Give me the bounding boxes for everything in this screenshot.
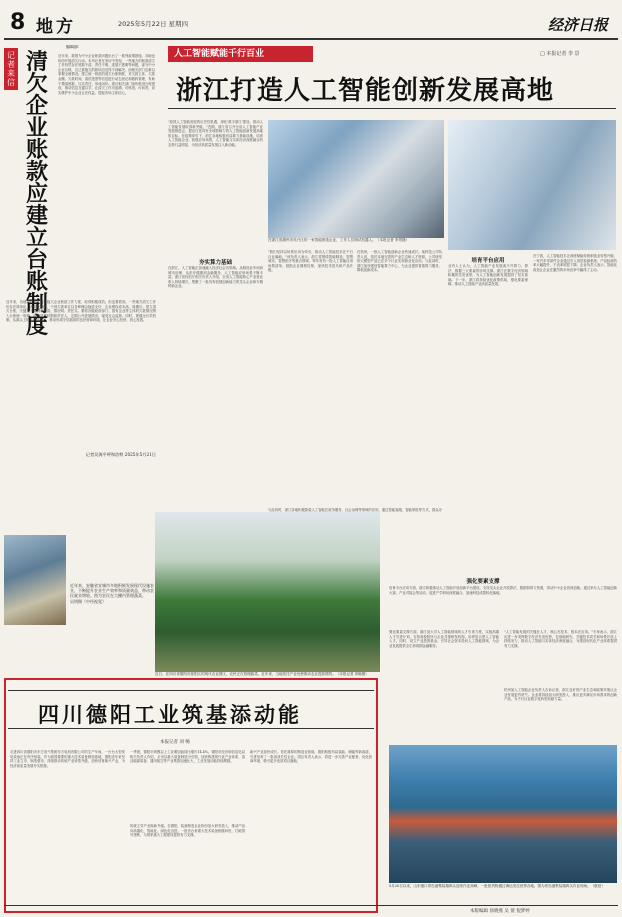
letter-headline: 清欠企业账款应建立台账制度 [25, 50, 48, 339]
port-photo-caption: 5月20日以来，山东港口青岛港集装箱码头迎来作业高峰，一批批货物通过海运发往世界各地。图为青岛港集装箱码头作业现场。（航拍） [389, 884, 605, 888]
article-byline: □ 本报记者 李 景 [540, 51, 580, 57]
article-kicker: 人工智能赋能千行百业 [168, 46, 313, 62]
subhead-computing: 夯实算力基础 [198, 260, 232, 266]
letter-signoff: 记者吴海平呼和浩特 2025年5月21日 [85, 452, 156, 457]
article-platform-extra: 培育平台应用方面，浙江积极推动人工智能开放创新平台建设，支持龙头企业开放算法、数据和算力资源，带动中小企业协同创新。通过举办人工智能创新大赛、产业对接会等活动，促进产学研用深度融合，加速科技成果转化落地。 [389, 586, 617, 595]
article-column-4: 业内人士认为，人工智能产业发展离不开算力、算法、数据三大要素的协同支撑。浙江在数字经济领域积累的先发优势，为人工智能创新发展提供了坚实基础。下一步，浙江将持续优化政策供给，强化要素保障，推动人工智能产业高质量发展。 [448, 264, 528, 287]
article-column-3: 在杭州，一批人工智能创新企业快速成长。某科技公司负责人说，依托本地完善的产业生态和人才资源，公司研发的大模型产品已在多个行业实现商业化应用。与此同时，浙江加快建设智能算力中心，为企业提供普惠算力服务，降低创新成本。 [357, 250, 442, 273]
sichuan-headline: 四川德阳工业筑基添动能 [38, 703, 302, 727]
support-column-1: 强化要素支撑方面，浙江加大对人工智能领域的人才引育力度，实施高端人才引进计划，支持高校院所与企业共建研发机构，培养复合型人工智能人才。同时，设立产业投资基金，引导社会资本投向人工智能领域，为企业发展提供全生命周期金融服务。 [389, 630, 499, 648]
farm-photo [155, 512, 380, 672]
sichuan-column-2: 一季度，德阳市规模以上工业增加值同比增长14.4%。德阳市经济和信息化局相关负责人介绍，全市以重大装备制造为引领，加快构建现代化产业体系，清洁能源装备、通用航空等产业集群加速壮大，工业发展动能持续增强。 [130, 750, 245, 764]
port-photo [389, 745, 617, 883]
sichuan-byline: 本报记者 刘 畅 [160, 740, 190, 745]
support-column-3: 杭州某人工智能企业负责人告诉记者，浙江良好的产业生态和政策环境让企业发展更有底气。企业将持续加大研发投入，推出更多满足市场需求的创新产品，为千行百业数字化转型贡献力量。 [504, 688, 617, 702]
page-number: 8 [10, 10, 26, 35]
article-column-2: "我们坚持以场景应用为牵引，推动人工智能技术在千行百业落地。"该负责人表示，浙江将围绕智能制造、智慧城市、智慧医疗等重点领域，每年发布一批人工智能应用场景清单，鼓励企业揭榜挂帅，加快技术迭代和产品升级。 [268, 250, 353, 273]
header-rule [4, 38, 618, 40]
article-intro: "抢抓人工智能发展的历史性机遇，深化'数字浙江'建设，推动人工智能发展取得新突破。"近期，浙江省召开全省人工智能产业发展推进会，提出打造具有全球影响力的人工智能创新发展高地的目标。在政策牵引下，浙江各地积极布局算力基础设施、培育人工智能企业、拓展应用场景，人工智能与实体经济深度融合的态势日益明显，为经济高质量发展注入新动能。 [168, 120, 263, 147]
letter-salutation: 编辑部： [66, 45, 82, 49]
subhead-platform: 培育平台应用 [471, 258, 505, 264]
column-tag: 记者来信 [4, 48, 18, 90]
letter-body: 近年来，我国为中小企业账款问题出台了一系列政策措施，各地也纷纷开展清欠行动。本刊记者在采访中发现，一些地方的账款清欠工作仍然存在底数不清、责任不明、进展不透明等问题，部分中小企业反映，自己被拖欠的款项迟迟得不到解决，而相关部门也难以掌握全面情况。建立统一规范的清欠台账制度，对欠款主体、欠款金额、欠款时间、清偿进度等信息进行动态登记和跟踪管理，有助于摸清底数、压实责任、形成闭环。建议相关部门加快推进台账建设，推动信息互通共享，让清欠工作可追溯、可核查、可问责，切实维护中小企业合法权益，提振市场主体信心。 [58, 54, 155, 95]
footer-rule [4, 905, 618, 906]
issue-date: 2025年5月22日 星期四 [118, 20, 189, 28]
main-headline: 浙江打造人工智能创新发展高地 [176, 76, 555, 106]
sichuan-rule-top [8, 690, 374, 691]
article-column-6: 与此同时，浙江各地积极探索人工智能在政务服务、社会治理等领域的应用。通过智能客服、智能审批等方式，群众办 [268, 508, 442, 512]
article-column-1: 在浙江，人工智能正加速融入经济社会各领域。从制造业车间到城市治理，从医疗健康到金融服务，人工智能应用场景不断丰富。浙江省经信厅相关负责人介绍，全省人工智能核心产业营业收入持续增长，集聚了一批具有较强创新能力的龙头企业和专精特新企业。 [168, 266, 263, 289]
greenhouse-photo-caption: 近年来，安徽省宣城市多地积极发展现代设施农业，不断提升农业生产效率和质量效益，带动农民就业增收。图为农民在大棚内管理蔬菜。 吴明摄（中经视觉） [70, 583, 154, 604]
subhead-support: 强化要素支撑 [466, 579, 500, 585]
robot-photo [268, 120, 444, 238]
sichuan-column-4: 新兴产业加快成长。依托雄厚的制造业基础，德阳积极布局氢能、储能等新赛道，引进培育了一批高成长性企业。园区负责人表示，将进一步完善产业配套，优化营商环境，吸引更多优质项目落地。 [250, 750, 372, 764]
sichuan-column-1: 走进四川省德阳市东方电气集团东方电机有限公司的生产车间，一台台大型发电设备正在有序组装。作为我国重要的重大技术装备制造基地，德阳近年来坚持工业立市、制造强市，持续推动传统产业转型升级，加快培育新兴产业，为经济高质量发展夯实根基。 [10, 750, 125, 768]
factory-photo [448, 120, 616, 250]
greenhouse-photo [4, 535, 66, 625]
sichuan-rule-bottom [8, 728, 374, 729]
article-column-5: 在宁波，人工智能技术正深度赋能传统制造业转型升级。一家汽车零部件企业通过引入视觉检测系统，产品检测效率大幅提升，不良率明显下降。企业负责人表示，智能化改造让企业在激烈的市场竞争中赢得了主动。 [533, 254, 617, 272]
page-editors: 本版编辑 徐晓燕 吴 倩 倪梦婷 [470, 909, 530, 914]
sichuan-column-3: 传统主导产业焕新升级。在德阳，装备制造企业纷纷加大研发投入，推动产品向高端化、智能化、绿色化迈进。一批首台套重大技术装备相继问世，打破国外垄断，为国家重大工程建设提供有力支撑。 [130, 824, 245, 838]
support-column-2: "人工智能发展的关键在人才、核心在技术、根本在应用。"专家表示，浙江应进一步发挥数字经济先发优势，在基础研究、关键技术攻关和场景开放上持续发力，推动人工智能与实体经济深度融合，为建设现代化产业体系提供有力支撑。 [504, 630, 617, 648]
robot-photo-caption: 在浙江省湖州市吴兴区的一家智能制造企业，工作人员调试机器人。（本报记者 李景摄） [268, 238, 410, 242]
section-title: 地方 [36, 17, 76, 37]
headline-rule [168, 108, 616, 109]
farm-photo-caption: 近日，在四川省德阳市旌阳区的现代农业园区，农民正在管理蔬菜。近年来，当地依托产业优势推动农业提质增效。（本报记者 刘畅摄） [155, 672, 369, 676]
newspaper-brand: 经济日报 [548, 16, 609, 34]
letter-body-continued: 近年来，各地持续加大清理拖欠企业账款工作力度，取得积极成效。但也要看到，一些地方清欠工作仍存在简单化、表面化倾向，个别欠款单位以各种理由拖延支付，企业维权成本高、周期长。建立清欠台账，关键在于做到底数清、情况明、责任实。要将各级政府部门、国有企业等主体的欠款情况纳入台账统一管理，明确清偿时限和责任人，定期公开进展情况，接受社会监督。同时，要健全长效机制，从源头上防止新增拖欠，推动形成守信践诺的良好营商环境，让企业安心经营、放心发展。 [6, 300, 156, 323]
